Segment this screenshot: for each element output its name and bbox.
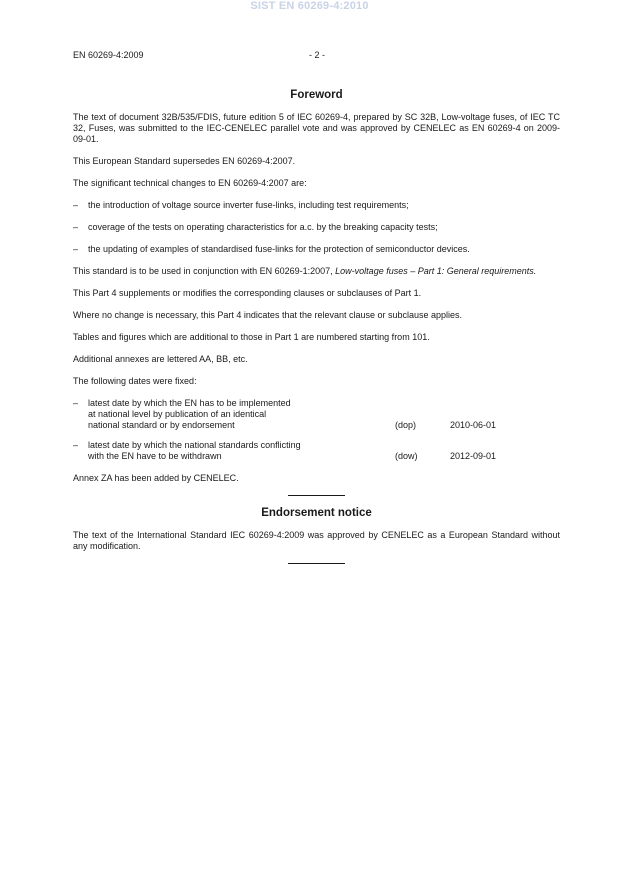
change-text: the introduction of voltage source inverter fuse-links, including test requirements; — [88, 200, 409, 210]
dash-marker: – — [73, 200, 79, 210]
date-code: (dow) — [395, 451, 418, 461]
foreword-paragraph-2: This European Standard supersedes EN 60269-4:2007. — [73, 156, 296, 166]
watermark-text: SIST EN 60269-4:2010 — [250, 0, 369, 12]
paragraph-4-text: This standard is to be used in conjunction with EN 60269-1:2007, — [73, 266, 336, 276]
foreword-paragraph-7: Tables and figures which are additional to those in Part 1 are numbered starting from 101. — [73, 332, 430, 342]
date-code: (dop) — [395, 420, 417, 430]
date-value: 2012-09-01 — [450, 451, 497, 461]
foreword-paragraph-3: The significant technical changes to EN 60269-4:2007 are: — [73, 178, 307, 188]
foreword-paragraph-8: Additional annexes are lettered AA, BB, etc. — [73, 354, 248, 364]
header-doc-id: EN 60269-4:2009 — [73, 50, 144, 60]
change-text: the updating of examples of standardised fuse-links for the protection of semiconductor devices. — [88, 244, 470, 254]
dash-marker: – — [73, 398, 79, 408]
foreword-paragraph-1: The text of document 32B/535/FDIS, future edition 5 of IEC 60269-4, prepared by SC 32B, Low-voltage fuses, of IEC TC 32, Fuses, was submitted to the IEC-CENELEC parallel vote and was approved by CENELEC as EN 60269-4 on 2009-09-01. — [73, 112, 560, 144]
date-description-line: national standard or by endorsement — [88, 420, 235, 430]
date-value: 2010-06-01 — [450, 420, 497, 430]
change-list-item — [73, 200, 560, 211]
date-description-line: latest date by which the EN has to be implemented — [88, 398, 291, 408]
foreword-paragraph-9: The following dates were fixed: — [73, 376, 197, 386]
change-list-item — [73, 244, 560, 255]
dash-marker: – — [73, 222, 79, 232]
change-text: coverage of the tests on operating characteristics for a.c. by the breaking capacity tests; — [88, 222, 438, 232]
foreword-title: Foreword — [290, 89, 343, 101]
section-divider — [288, 563, 345, 564]
date-description-line: latest date by which the national standards conflicting — [88, 440, 301, 450]
foreword-paragraph-6: Where no change is necessary, this Part 4 indicates that the relevant clause or subclause applies. — [73, 310, 463, 320]
header-page-number: - 2 - — [309, 50, 326, 60]
date-row-dow — [73, 440, 560, 462]
section-divider — [288, 495, 345, 496]
change-list-item — [73, 222, 560, 233]
date-description-line: with the EN have to be withdrawn — [88, 451, 222, 461]
page-content — [73, 88, 560, 574]
referenced-standard-title: Low-voltage fuses – Part 1: General requirements. — [335, 266, 537, 276]
date-description-line: at national level by publication of an identical — [88, 409, 267, 419]
foreword-paragraph-10: Annex ZA has been added by CENELEC. — [73, 473, 239, 483]
dash-marker: – — [73, 440, 79, 450]
endorsement-title: Endorsement notice — [261, 507, 372, 519]
date-row-dop — [73, 398, 560, 431]
endorsement-text: The text of the International Standard IEC 60269-4:2009 was approved by CENELEC as a European Standard without any modification. — [73, 530, 560, 551]
foreword-paragraph-4 — [73, 266, 560, 277]
date-description — [88, 440, 395, 462]
foreword-paragraph-5: This Part 4 supplements or modifies the corresponding clauses or subclauses of Part 1. — [73, 288, 422, 298]
date-description — [88, 398, 395, 431]
dash-marker: – — [73, 244, 79, 254]
